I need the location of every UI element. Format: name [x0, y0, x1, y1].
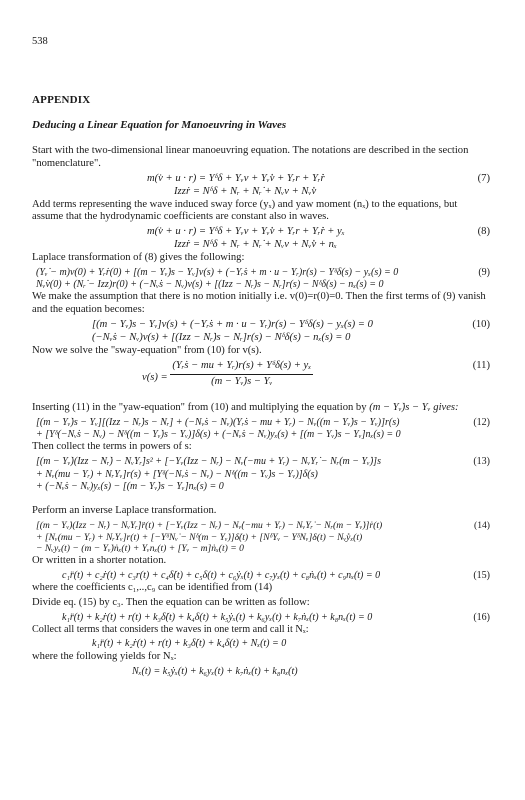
paragraph-inserting-expression: (m − Yᵥ̇)s − Yᵥ gives:: [369, 402, 459, 414]
paragraph-collect-powers: Then collect the terms in powers of s:: [32, 441, 192, 453]
equation-11-fraction: [170, 360, 313, 389]
equation-14-line-1: [32, 520, 490, 532]
paragraph-divide: Divide eq. (15) by c₃. Then the equation can be written as follow:: [32, 596, 310, 608]
equation-number-11: (11): [472, 360, 490, 372]
equation-18-body: Nₓ(t) = k₅ẏₓ(t) + k₆yₓ(t) + k₇ṅₓ(t) + k₈nₓ(t): [132, 665, 298, 677]
equation-11: [32, 360, 490, 390]
equation-14c: − Nᵥyₓ(t) − (m − Yᵥ̇)ṅₓ(t) + Yᵥnₓ(t) + [Yᵥ − m]ṅₓ(t) = 0: [36, 543, 244, 555]
equation-16-body: k₁r̈(t) + k₂ṙ(t) + r(t) + k₃δ̇(t) + k₄δ(t) + k₅ẏₓ(t) + k₆yₓ(t) + k₇ṅₓ(t) + k₈nₓ(t) = 0: [62, 611, 373, 623]
paragraph-wave-terms: Add terms representing the wave induced sway force (yₓ) and yaw moment (nₓ) to the equations, but assume that the hydrodynamic coefficients are constant also in waves.: [32, 198, 458, 223]
equation-17-body: k₁r̈(t) + k₂ṙ(t) + r(t) + k₃δ̇(t) + k₄δ(t) + Nₓ(t) = 0: [92, 638, 287, 650]
equation-14-line-3: [32, 543, 490, 555]
paragraph-inserting: [32, 402, 490, 415]
equation-11-numerator: (Yᵣ̇s − mu + Yᵣ)r(s) + Yᵟδ(s) + yₓ: [170, 360, 313, 375]
equation-7-line-2: [32, 186, 490, 199]
equation-10b: (−Nᵥ̇s − Nᵥ)v(s) + [(Iᴢᴢ − Nᵣ̇)s − Nᵣ]r(s) − Nᵟδ(s) − nₓ(s) = 0: [92, 332, 351, 344]
equation-13a: [(m − Yᵥ̇)(Iᴢᴢ − Nᵣ̇) − Nᵥ̇Yᵣ̇]s² + [−Yᵥ(Iᴢᴢ − Nᵣ̇) − Nᵥ̇(−mu + Yᵣ) − NᵥYᵣ̇ − Nᵣ(m − Yᵥ̇)]s: [36, 456, 381, 468]
equation-12-line-2: [32, 429, 490, 441]
equation-number-7: (7): [477, 172, 490, 184]
equation-7a: m(v̇ + u · r) = Yᵟδ + Yᵥv + Yᵥ̇v̇ + Yᵣr + Yᵣ̇ṙ: [147, 172, 325, 184]
equation-11-lhs: v(s) =: [142, 372, 168, 384]
equation-8b: Iᴢᴢṙ = Nᵟδ + Nᵣ + Nᵣ̇ + Nᵥv + Nᵥ̇v̇ + nₓ: [174, 239, 337, 251]
equation-8-line-2: [32, 239, 490, 252]
equation-10-line-2: [32, 332, 490, 345]
equation-13c: + (−Nᵥ̇s − Nᵥ)yₓ(s) − [(m − Yᵥ̇)s − Yᵥ]nₓ(s) = 0: [36, 480, 224, 492]
equation-12-line-1: [32, 417, 490, 429]
equation-13-line-3: [32, 481, 490, 493]
equation-number-12: (12): [473, 417, 490, 429]
equation-number-9: (9): [478, 267, 490, 279]
equation-16: [32, 612, 490, 624]
equation-14b: + [Nᵥ(mu − Yᵣ) + NᵣYᵥ]r(t) + [−YᵟNᵥ̇ − Nᵟ(m − Yᵥ̇)]δ̇(t) + [NᵟYᵥ − YᵟNᵥ]δ(t) − Nᵥ̇ẏₓ(t): [36, 531, 363, 543]
page-content: [32, 94, 490, 678]
equation-14a: [(m − Yᵥ̇)(Iᴢᴢ − Nᵣ̇) − Nᵥ̇Yᵣ̇]r̈(t) + [−Yᵥ(Iᴢᴢ − Nᵣ̇) − Nᵥ̇(−mu + Yᵣ) − NᵥYᵣ̇ − Nᵣ(m − Yᵥ̇)]ṙ(t): [36, 519, 383, 531]
equation-8a: m(v̇ + u · r) = Yᵟδ + Yᵥv + Yᵥ̇v̇ + Yᵣr + Yᵣ̇ṙ + yₓ: [147, 226, 345, 238]
paragraph-coefficients: where the coefficients c₁,..,c₉ can be identified from (14): [32, 582, 273, 594]
equation-17: [32, 638, 490, 650]
equation-number-13: (13): [473, 456, 490, 468]
equation-9-line-2: [32, 279, 490, 291]
paragraph-laplace: Laplace transformation of (8) gives the following:: [32, 252, 245, 264]
paragraph-intro: Start with the two-dimensional linear manoeuvring equation. The notations are described in the section "nomenclature".: [32, 144, 469, 169]
equation-number-8: (8): [477, 226, 490, 238]
equation-number-15: (15): [473, 569, 490, 581]
equation-13b: + Nᵥ(mu − Yᵣ) + NᵣYᵥ]r(s) + [Yᵟ(−Nᵥ̇s − Nᵥ) − Nᵟ((m − Yᵥ̇)s − Yᵥ)]δ(s): [36, 468, 318, 480]
equation-7b: Iᴢᴢṙ = Nᵟδ + Nᵣ + Nᵣ̇ + Nᵥv + Nᵥ̇v̇: [174, 185, 317, 197]
equation-9b: Nᵥ̇v(0) + (Nᵣ̇ − Iᴢᴢ)r(0) + (−Nᵥ̇s − Nᵥ)v(s) + [(Iᴢᴢ − Nᵣ̇)s − Nᵣ]r(s) − Nᵟδ(s) − nₓ(s) = 0: [36, 279, 384, 291]
paragraph-sway: Now we solve the "sway-equation" from (10) for v(s).: [32, 345, 262, 357]
section-heading: APPENDIX: [32, 94, 91, 106]
equation-9a: (Yᵥ̇ − m)v(0) + Yᵣ̇r(0) + [(m − Yᵥ̇)s − Yᵥ]v(s) + (−Yᵣ̇s + m · u − Yᵣ)r(s) − Yᵟδ(s) − yₓ(s) = 0: [36, 267, 399, 279]
equation-12a: [(m − Yᵥ̇)s − Yᵥ][(Iᴢᴢ − Nᵣ̇)s − Nᵣ] + (−Nᵥ̇s − Nᵥ)(Yᵣ̇s − mu + Yᵣ) − Nᵥ((m − Yᵥ̇)s − Yᵥ)]r(s): [36, 417, 400, 429]
equation-12b: + [Yᵟ(−Nᵥ̇s − Nᵥ) − Nᵟ((m − Yᵥ̇)s − Yᵥ)]δ(s) + (−Nᵥ̇s − Nᵥ)yₓ(s) + [(m − Yᵥ̇)s − Yᵥ]nₓ(s) = 0: [36, 429, 401, 441]
section-subheading: Deducing a Linear Equation for Manoeuvring in Waves: [32, 119, 287, 132]
equation-7-line-1: [32, 173, 490, 186]
paragraph-nw-definition: where the following yields for Nₓ:: [32, 650, 177, 662]
paragraph-shorter-notation: Or written in a shorter notation.: [32, 554, 167, 566]
equation-number-10: (10): [472, 319, 490, 331]
equation-14-line-2: [32, 532, 490, 544]
paragraph-collect-waves: Collect all terms that considers the waves in one term and call it Nₓ:: [32, 624, 309, 636]
paragraph-inserting-text: Inserting (11) in the "yaw-equation" from (10) and multiplying the equation by: [32, 402, 367, 414]
equation-9-line-1: [32, 267, 490, 279]
equation-10a: [(m − Yᵥ̇)s − Yᵥ]v(s) + (−Yᵣ̇s + m · u − Yᵣ)r(s) − Yᵟδ(s) − yₓ(s) = 0: [92, 319, 373, 331]
equation-number-16: (16): [473, 611, 490, 623]
equation-10-line-1: [32, 319, 490, 332]
equation-13-line-1: [32, 456, 490, 468]
equation-13-line-2: [32, 469, 490, 481]
paragraph-assumption: We make the assumption that there is no motion initially i.e. v(0)=r(0)=0. Then the first terms of (9) vanish and the equation becomes:: [32, 291, 486, 316]
equation-18: [32, 666, 490, 678]
equation-15: [32, 570, 490, 582]
equation-8-line-1: [32, 226, 490, 239]
equation-15-body: c₁r̈(t) + c₂ṙ(t) + c₃r(t) + c₄δ̇(t) + c₅δ(t) + c₆ẏₓ(t) + c₇yₓ(t) + c₈ṅₓ(t) + c₉nₓ(t) = 0: [62, 569, 381, 581]
page-number: 538: [32, 36, 48, 47]
equation-number-14: (14): [474, 519, 490, 531]
equation-11-denominator: (m − Yᵥ̇)s − Yᵥ: [211, 376, 273, 388]
paragraph-inverse-laplace: Perform an inverse Laplace transformation.: [32, 504, 217, 516]
